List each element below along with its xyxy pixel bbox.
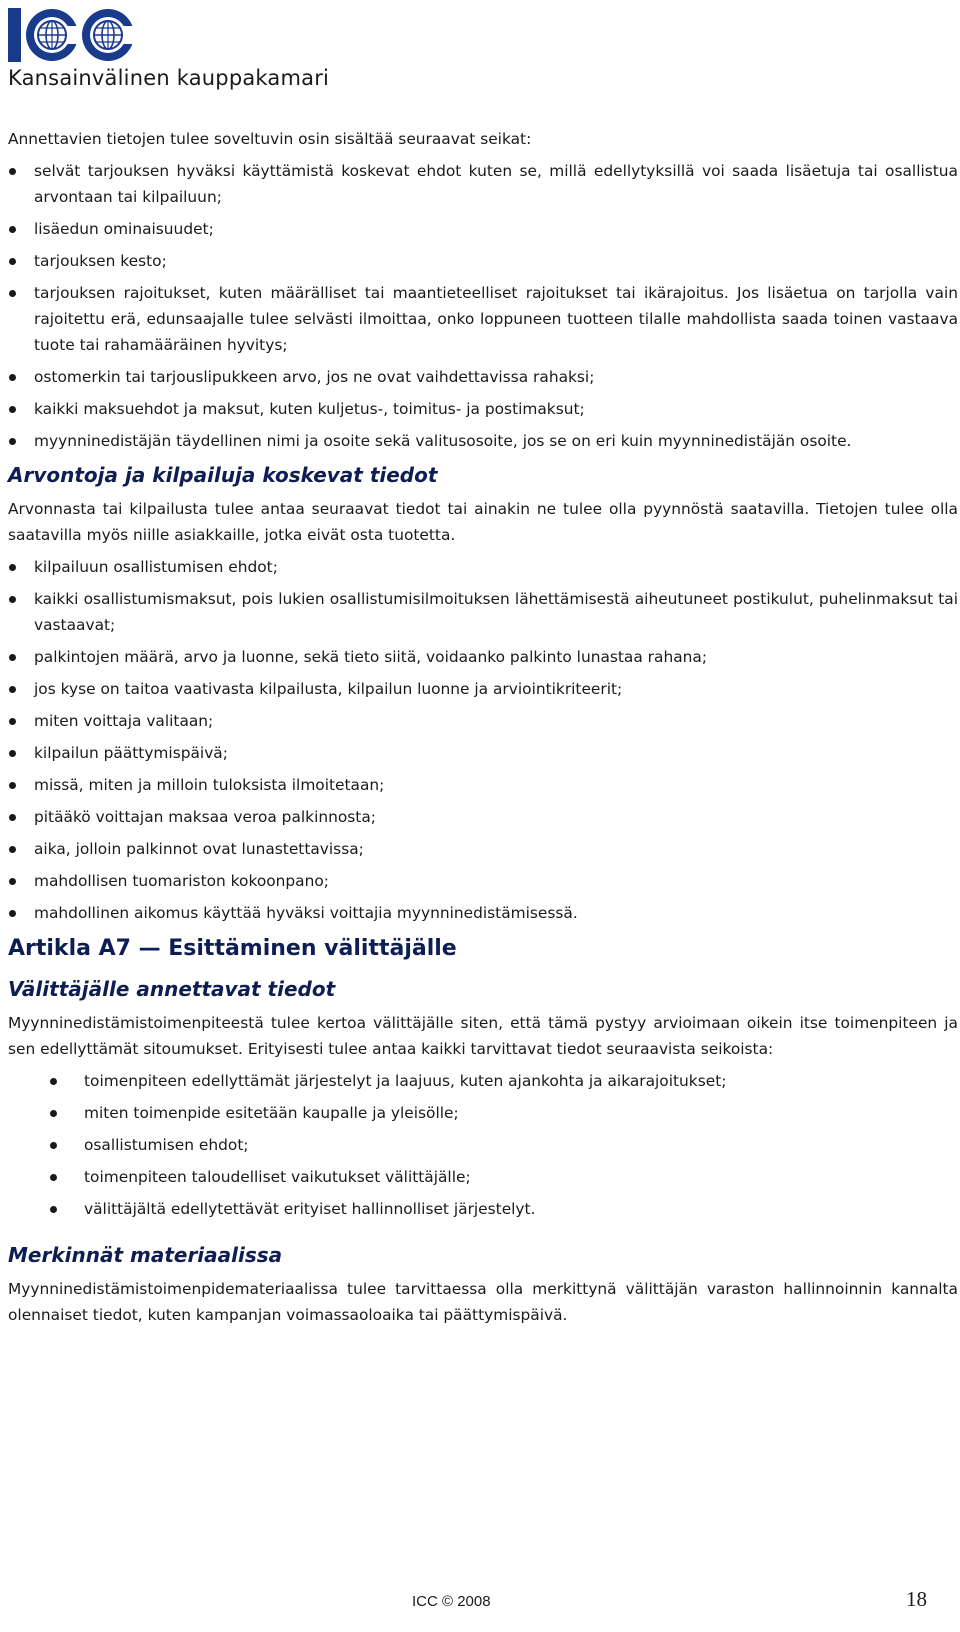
section2-list [8,554,958,926]
list-item: lisäedun ominaisuudet; [8,216,958,242]
list-item: kaikki osallistumismaksut, pois lukien osallistumisilmoituksen lähettämisestä aiheutuneet postikulut, puhelinmaksut tai vastaavat; [8,586,958,638]
list-item: miten toimenpide esitetään kaupalle ja yleisölle; [8,1100,958,1126]
organization-name: Kansainvälinen kauppakamari [8,66,330,90]
document-body [8,126,958,1328]
section4-paragraph: Myynninedistämistoimenpidemateriaalissa tulee tarvittaessa olla merkittynä välittäjän varaston hallinnoinnin kannalta olennaiset tiedot, kuten kampanjan voimassaoloaika tai päättymispäivä. [8,1280,958,1324]
list-item: mahdollisen tuomariston kokoonpano; [8,868,958,894]
list-item: kilpailun päättymispäivä; [8,740,958,766]
list-item: tarjouksen rajoitukset, kuten määrälliset tai maantieteelliset rajoitukset tai ikärajoitus. Jos lisäetua on tarjolla vain rajoitettu erä, edunsaajalle tulee selvästi ilmoittaa, onko loppuneen tuotteen tilalle mahdollista saada toinen vastaava tuote tai rahamääräinen hyvitys; [8,280,958,358]
list-item: toimenpiteen edellyttämät järjestelyt ja laajuus, kuten ajankohta ja aikarajoitukset; [8,1068,958,1094]
icc-logo [8,6,138,64]
list-item: miten voittaja valitaan; [8,708,958,734]
section-heading-valittajalle: Välittäjälle annettavat tiedot [8,977,336,1001]
list-item: selvät tarjouksen hyväksi käyttämistä koskevat ehdot kuten se, millä edellytyksillä voi saada lisäetuja tai osallistua arvontaan tai kilpailuun; [8,158,958,210]
list-item: missä, miten ja milloin tuloksista ilmoitetaan; [8,772,958,798]
section1-list [8,158,958,454]
list-item: mahdollinen aikomus käyttää hyväksi voittajia myynninedistämisessä. [8,900,958,926]
list-item: kilpailuun osallistumisen ehdot; [8,554,958,580]
list-item: myynninedistäjän täydellinen nimi ja osoite sekä valitusosoite, jos se on eri kuin myynninedistäjän osoite. [8,428,958,454]
list-item: palkintojen määrä, arvo ja luonne, sekä tieto siitä, voidaanko palkinto lunastaa rahana; [8,644,958,670]
list-item: osallistumisen ehdot; [8,1132,958,1158]
section-heading-merkinnat: Merkinnät materiaalissa [8,1243,283,1267]
icc-logo-icon [8,6,138,64]
list-item: ostomerkin tai tarjouslipukkeen arvo, jos ne ovat vaihdettavissa rahaksi; [8,364,958,390]
section1-intro: Annettavien tietojen tulee soveltuvin osin sisältää seuraavat seikat: [8,130,532,148]
list-item: aika, jolloin palkinnot ovat lunastettavissa; [8,836,958,862]
list-item: toimenpiteen taloudelliset vaikutukset välittäjälle; [8,1164,958,1190]
footer-copyright: ICC © 2008 [412,1593,491,1610]
section3-paragraph: Myynninedistämistoimenpiteestä tulee kertoa välittäjälle siten, että tämä pystyy arvioimaan oikein itse toimenpiteen ja sen edellyttämät sitoumukset. Erityisesti tulee antaa kaikki tarvittavat tiedot seuraavista seikoista: [8,1014,958,1058]
list-item: tarjouksen kesto; [8,248,958,274]
page-number: 18 [906,1587,927,1611]
list-item: pitääkö voittajan maksaa veroa palkinnosta; [8,804,958,830]
section3-list [8,1068,958,1222]
section-heading-arvontoja: Arvontoja ja kilpailuja koskevat tiedot [8,463,438,487]
article-heading: Artikla A7 — Esittäminen välittäjälle [8,936,457,961]
list-item: kaikki maksuehdot ja maksut, kuten kuljetus-, toimitus- ja postimaksut; [8,396,958,422]
list-item: jos kyse on taitoa vaativasta kilpailusta, kilpailun luonne ja arviointikriteerit; [8,676,958,702]
list-item: välittäjältä edellytettävät erityiset hallinnolliset järjestelyt. [8,1196,958,1222]
section2-paragraph: Arvonnasta tai kilpailusta tulee antaa seuraavat tiedot tai ainakin ne tulee olla pyynnöstä saatavilla. Tietojen tulee olla saatavilla myös niille asiakkaille, jotka eivät osta tuotetta. [8,500,958,544]
